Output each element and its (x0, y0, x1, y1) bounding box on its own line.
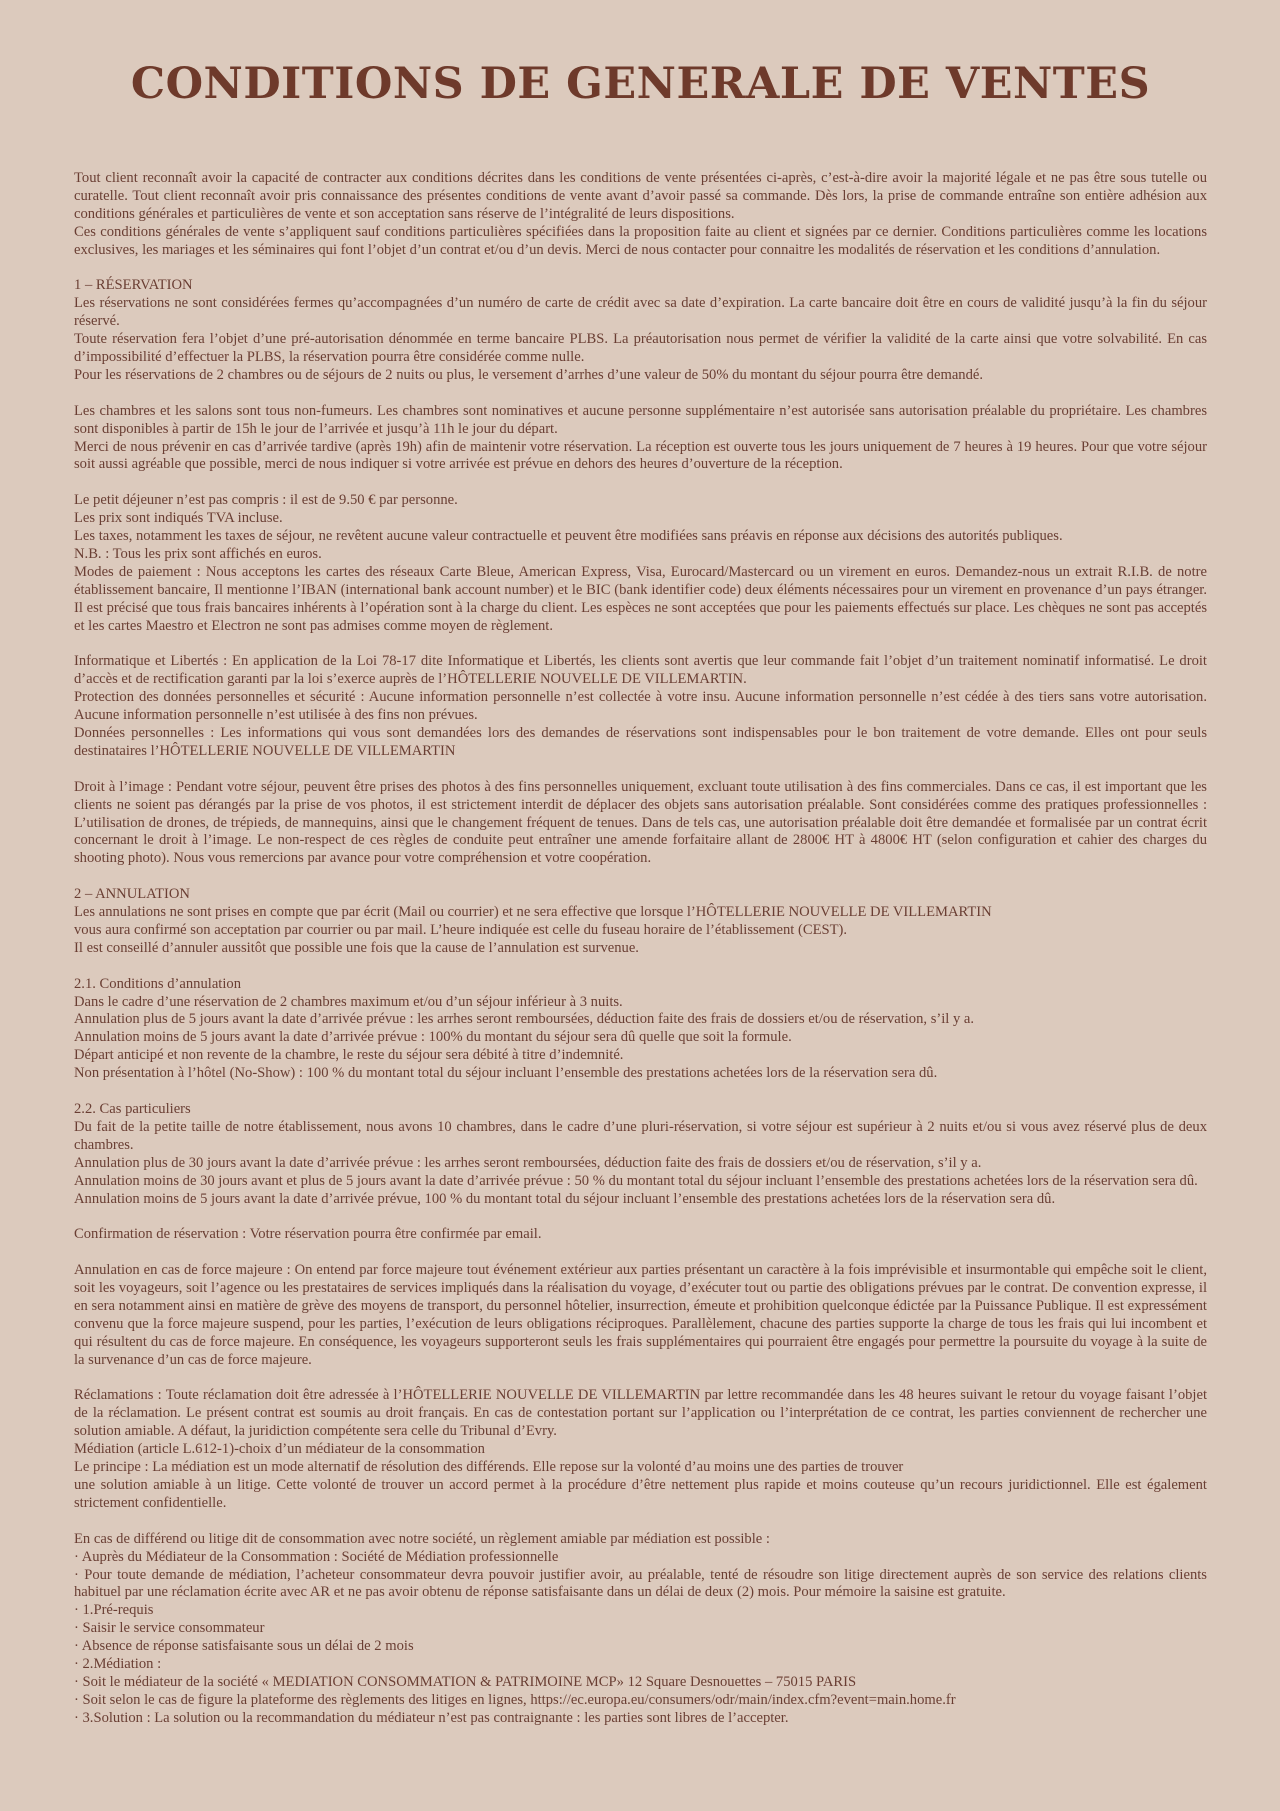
paragraph: vous aura confirmé son acceptation par courrier ou par mail. L’heure indiquée est celle du fuseau horaire de l’établissement (CEST). (74, 921, 848, 938)
paragraph: Toute réservation fera l’objet d’une pré-autorisation dénommée en terme bancaire PLBS. La préautorisation nous permet de vérifier la validité de la carte ainsi que votre solvabilité. En cas d’impossibilité d’effectuer la PLBS, la réservation pourra être considérée comme nulle. (74, 331, 1207, 366)
paragraph: Protection des données personnelles et sécurité : Aucune information personnelle n’est collectée à votre insu. Aucune information personnelle n’est cédée à des tiers sans votre autorisation. Aucune information personnelle n’est utilisée à des fins non prévues. (74, 689, 1207, 724)
paragraph: Modes de paiement : Nous acceptons les cartes des réseaux Carte Bleue, American Express, Visa, Eurocard/Mastercard ou un virement en euros. Demandez-nous un extrait R.I.B. de notre établissement bancaire, Il mentionne l’IBAN (international bank account number) et le BIC (bank identifier code) deux éléments nécessaires pour un virement en provenance d’un pays étranger. Il est précisé que tous frais bancaires inhérents à l’opération sont à la charge du client. Les espèces ne sont acceptées que pour les paiements effectués sur place. Les chèques ne sont pas acceptés et les cartes Maestro et Electron ne sont pas admises comme moyen de règlement. (74, 563, 1207, 634)
paragraph: Annulation en cas de force majeure : On entend par force majeure tout événement extérieur aux parties présentant un caractère à la fois imprévisible et insurmontable qui empêche soit le client, soit les voyageurs, soit l’agence ou les prestataires de services impliqués dans la réalisation du voyage, d’exécuter tout ou partie des obligations prévues par le contrat. De convention expresse, il en sera notamment ainsi en matière de grève des moyens de transport, du personnel hôtelier, insurrection, émeute et prohibition quelconque édictée par la Puissance Publique. Il est expressément convenu que la force majeure suspend, pour les parties, l’exécution de leurs obligations réciproques. Parallèlement, chacune des parties supporte la charge de tous les frais qui lui incombent et qui résultent du cas de force majeure. En conséquence, les voyageurs supporteront seuls les frais supplémentaires qui pourraient être engagés pour permettre la poursuite du voyage à la suite de la survenance d’un cas de force majeure. (74, 1262, 1207, 1368)
paragraph: une solution amiable à un litige. Cette volonté de trouver un accord permet à la procédure d’être nettement plus rapide et moins couteuse qu’un recours juridictionnel. Elle est également strictement confidentielle. (74, 1476, 1207, 1511)
paragraph: Le principe : La médiation est un mode alternatif de résolution des différends. Elle repose sur la volonté d’au moins une des parties de trouver (74, 1459, 904, 1476)
paragraph: Annulation moins de 5 jours avant la date d’arrivée prévue : 100% du montant du séjour sera dû quelle que soit la formule. (74, 1029, 792, 1046)
paragraph: Annulation moins de 30 jours avant et plus de 5 jours avant la date d’arrivée prévue : 50 % du montant total du séjour incluant l’ensemble des prestations achetées lors de la réservation sera dû. (74, 1172, 1198, 1189)
paragraph: Tout client reconnaît avoir la capacité de contracter aux conditions décrites dans les conditions de vente présentées ci-après, c’est-à-dire avoir la majorité légale et ne pas être sous tutelle ou curatelle. Tout client reconnaît avoir pris connaissance des présentes conditions de vente avant d’avoir passé sa commande. Dès lors, la prise de commande entraîne son entière adhésion aux conditions générales et particulières de vente et son acceptation sans réserve de l’intégralité de leurs dispositions. (74, 170, 1207, 222)
paragraph: Les prix sont indiqués TVA incluse. (74, 510, 283, 527)
paragraph: Informatique et Libertés : En application de la Loi 78-17 dite Informatique et Libertés, les clients sont avertis que leur commande fait l’objet d’un traitement nominatif informatisé. Le droit d’accès et de rectification garanti par la loi s’exerce auprès de l’HÔTELLERIE NOUVELLE DE VILLEMARTIN. (74, 653, 1207, 688)
paragraph: Les réservations ne sont considérées fermes qu’accompagnées d’un numéro de carte de crédit avec sa date d’expiration. La carte bancaire doit être en cours de validité jusqu’à la fin du séjour réservé. (74, 295, 1207, 330)
paragraph: Droit à l’image : Pendant votre séjour, peuvent être prises des photos à des fins personnelles uniquement, excluant toute utilisation à des fins commerciales. Dans ce cas, il est important que les clients ne soient pas dérangés par la prise de vos photos, il est strictement interdit de déplacer des objets sans autorisation préalable. Sont considérées comme des pratiques professionnelles : L’utilisation de drones, de trépieds, de mannequins, ainsi que le changement fréquent de tenues. Dans de tels cas, une autorisation préalable doit être demandée et formalisée par un contrat écrit concernant le droit à l’image. Le non-respect de ces règles de conduite peut entraîner une amende forfaitaire allant de 2800€ HT à 4800€ HT (selon configuration et cahier des charges du shooting photo). Nous vous remercions par avance pour votre compréhension et votre coopération. (74, 778, 1207, 867)
paragraph: Annulation moins de 5 jours avant la date d’arrivée prévue, 100 % du montant total du séjour incluant l’ensemble des prestations achetées lors de la réservation sera dû. (74, 1190, 1056, 1207)
paragraph: · Auprès du Médiateur de la Consommation : Société de Médiation professionnelle (74, 1548, 559, 1565)
page-title: CONDITIONS DE GENERALE DE VENTES (130, 59, 1151, 109)
paragraph: Ces conditions générales de vente s’appliquent sauf conditions particulières spécifiées dans la proposition faite au client et signées par ce dernier. Conditions particulières comme les locations exclusives, les mariages et les séminaires qui font l’objet d’un contrat et/ou d’un devis. Merci de nous contacter pour connaitre les modalités de réservation et les conditions d’annulation. (74, 223, 1207, 258)
paragraph: · 3.Solution : La solution ou la recommandation du médiateur n’est pas contraignante : les parties sont libres de l’accepter. (74, 1709, 789, 1726)
paragraph: Merci de nous prévenir en cas d’arrivée tardive (après 19h) afin de maintenir votre réservation. La réception est ouverte tous les jours uniquement de 7 heures à 19 heures. Pour que votre séjour soit aussi agréable que possible, merci de nous indiquer si votre arrivée est prévue en dehors des heures d’ouverture de la réception. (74, 438, 1207, 473)
paragraph: Confirmation de réservation : Votre réservation pourra être confirmée par email. (74, 1226, 542, 1243)
paragraph: N.B. : Tous les prix sont affichés en euros. (74, 545, 322, 562)
paragraph: 1 – RÉSERVATION (74, 277, 193, 294)
paragraph: · 2.Médiation : (74, 1656, 162, 1673)
paragraph: 2.2. Cas particuliers (74, 1101, 191, 1117)
paragraph: · Absence de réponse satisfaisante sous un délai de 2 mois (74, 1638, 414, 1655)
paragraph: Annulation plus de 5 jours avant la date d’arrivée prévue : les arrhes seront remboursées, déduction faite des frais de dossiers et/ou de réservation, s’il y a. (74, 1011, 975, 1028)
paragraph: Il est conseillé d’annuler aussitôt que possible une fois que la cause de l’annulation est survenue. (74, 939, 639, 956)
paragraph: · Saisir le service consommateur (74, 1620, 265, 1637)
paragraph: 2 – ANNULATION (74, 886, 190, 903)
paragraph: Départ anticipé et non revente de la chambre, le reste du séjour sera débité à titre d’indemnité. (74, 1047, 624, 1064)
paragraph: Le petit déjeuner n’est pas compris : il est de 9.50 € par personne. (74, 492, 458, 509)
paragraph: Les annulations ne sont prises en compte que par écrit (Mail ou courrier) et ne sera effective que lorsque l’HÔTELLERIE NOUVELLE DE VILLEMARTIN (74, 904, 992, 921)
document-body (74, 170, 1207, 1728)
paragraph: Données personnelles : Les informations qui vous sont demandées lors des demandes de réservations sont indispensables pour le bon traitement de votre demande. Elles ont pour seuls destinataires l’HÔTELLERIE NOUVELLE DE VILLEMARTIN (74, 725, 1207, 759)
paragraph: Pour les réservations de 2 chambres ou de séjours de 2 nuits ou plus, le versement d’arrhes d’une valeur de 50% du montant du séjour pourra être demandé. (74, 366, 984, 383)
paragraph: Dans le cadre d’une réservation de 2 chambres maximum et/ou d’un séjour inférieur à 3 nuits. (74, 993, 623, 1010)
paragraph: · Soit selon le cas de figure la plateforme des règlements des litiges en lignes, https://ec.europa.eu/consumers/odr/main/index.cfm?event=main.home.fr (74, 1691, 956, 1708)
paragraph: Annulation plus de 30 jours avant la date d’arrivée prévue : les arrhes seront remboursées, déduction faite des frais de dossiers et/ou de réservation, s’il y a. (74, 1154, 982, 1171)
paragraph: 2.1. Conditions d’annulation (74, 975, 242, 992)
paragraph: Les taxes, notamment les taxes de séjour, ne revêtent aucune valeur contractuelle et peuvent être modifiées sans préavis en réponse aux décisions des autorités publiques. (74, 528, 1063, 545)
paragraph: · Soit le médiateur de la société « MEDIATION CONSOMMATION & PATRIMOINE MCP» 12 Square Desnouettes – 75015 PARIS (74, 1673, 857, 1690)
paragraph: Réclamations : Toute réclamation doit être adressée à l’HÔTELLERIE NOUVELLE DE VILLEMARTIN par lettre recommandée dans les 48 heures suivant le retour du voyage faisant l’objet de la réclamation. Le présent contrat est soumis au droit français. En cas de contestation portant sur l’application ou l’interprétation de ce contrat, les parties conviennent de rechercher une solution amiable. A défaut, la juridiction compétente sera celle du Tribunal d’Evry. (74, 1387, 1207, 1440)
paragraph: Non présentation à l’hôtel (No-Show) : 100 % du montant total du séjour incluant l’ensemble des prestations achetées lors de la réservation sera dû. (74, 1065, 938, 1082)
paragraph: Du fait de la petite taille de notre établissement, nous avons 10 chambres, dans le cadre d’une pluri-réservation, si votre séjour est supérieur à 2 nuits et/ou si vous avez réservé plus de deux chambres. (74, 1118, 1207, 1153)
paragraph: · 1.Pré-requis (74, 1602, 154, 1619)
paragraph: En cas de différend ou litige dit de consommation avec notre société, un règlement amiable par médiation est possible : (74, 1530, 770, 1547)
paragraph: · Pour toute demande de médiation, l’acheteur consommateur devra pouvoir justifier avoir, au préalable, tenté de résoudre son litige directement auprès de son service des relations clients habituel par une réclamation écrite avec AR et ne pas avoir obtenu de réponse satisfaisante dans un délai de deux (2) mois. Pour mémoire la saisine est gratuite. (74, 1566, 1207, 1601)
paragraph: Les chambres et les salons sont tous non-fumeurs. Les chambres sont nominatives et aucune personne supplémentaire n’est autorisée sans autorisation préalable du propriétaire. Les chambres sont disponibles à partir de 15h le jour de l’arrivée et jusqu’à 11h le jour du départ. (74, 402, 1207, 437)
paragraph: Médiation (article L.612-1)-choix d’un médiateur de la consommation (74, 1441, 485, 1458)
